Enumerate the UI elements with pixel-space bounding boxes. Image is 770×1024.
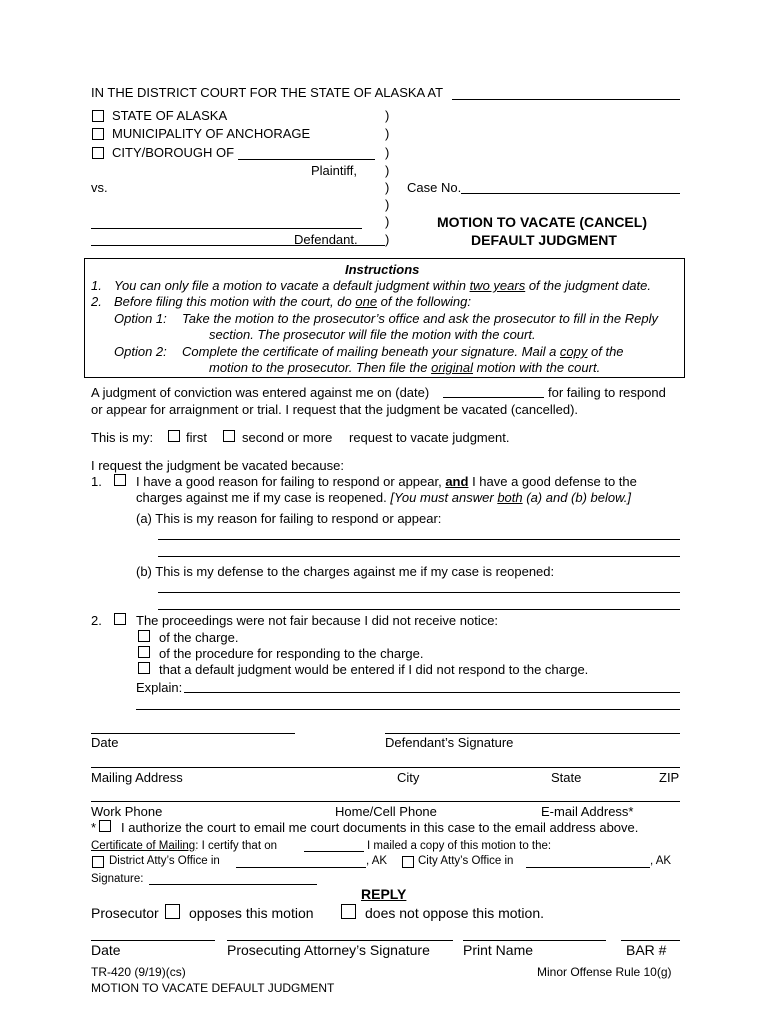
option-2-line1: Complete the certificate of mailing beneath your signature. Mail a copy of the — [182, 344, 624, 359]
paren: ) — [385, 232, 390, 247]
form-title-line2: DEFAULT JUDGMENT — [471, 232, 617, 248]
case-no-label: Case No. — [407, 180, 462, 195]
mailing-address-label: Mailing Address — [91, 770, 183, 785]
explain-field[interactable] — [184, 692, 680, 693]
print-name-label: Print Name — [463, 942, 534, 958]
option-2-line2: motion to the prosecutor. Then file the original motion with the court. — [209, 360, 601, 375]
certificate-of-mailing: Certificate of Mailing: I certify that on — [91, 840, 278, 852]
city-atty-label: City Atty’s Office in — [418, 855, 514, 867]
judgment-statement-cont: for failing to respond — [548, 385, 666, 400]
state-label: State — [551, 770, 582, 785]
notice-procedure-label: of the procedure for responding to the charge. — [159, 646, 424, 661]
state-of-alaska-label: STATE OF ALASKA — [112, 108, 228, 123]
form-title-footer: MOTION TO VACATE DEFAULT JUDGMENT — [91, 981, 335, 995]
print-name-field[interactable] — [463, 940, 606, 941]
reply-heading: REPLY — [361, 886, 407, 902]
first-request-label: first — [186, 430, 207, 445]
instructions-heading: Instructions — [345, 262, 420, 277]
defense-field[interactable] — [158, 609, 680, 610]
judgment-statement-line2: or appear for arraignment or trial. I request that the judgment be vacated (cancelled). — [91, 402, 579, 417]
city-borough-field[interactable] — [238, 159, 375, 160]
city-label: City — [397, 770, 420, 785]
city-borough-label: CITY/BOROUGH OF — [112, 145, 235, 160]
district-atty-checkbox[interactable] — [92, 856, 104, 868]
reason-2-checkbox[interactable] — [114, 613, 126, 625]
notice-charge-label: of the charge. — [159, 630, 239, 645]
judgment-statement: A judgment of conviction was entered against me on (date) — [91, 385, 430, 400]
city-atty-city-field[interactable] — [526, 867, 650, 868]
vs-label: vs. — [91, 180, 108, 195]
defendant-signature-field[interactable] — [385, 733, 680, 734]
reason-2-number: 2. — [91, 613, 102, 628]
notice-procedure-checkbox[interactable] — [138, 646, 150, 658]
paren: ) — [385, 180, 390, 195]
paren: ) — [385, 145, 390, 160]
prosecutor-signature-field[interactable] — [227, 940, 453, 941]
paren: ) — [385, 197, 390, 212]
reply-date-field[interactable] — [91, 940, 215, 941]
defendant-label: Defendant. — [294, 232, 358, 247]
state-of-alaska-checkbox[interactable] — [92, 110, 104, 122]
defendant-name-field[interactable] — [91, 228, 362, 229]
instruction-1: You can only file a motion to vacate a default judgment within two years of the judgment date. — [114, 278, 651, 293]
paren: ) — [385, 108, 390, 123]
reason-field[interactable] — [158, 539, 680, 540]
notice-default-label: that a default judgment would be entered if I did not respond to the charge. — [159, 662, 589, 677]
explain-field[interactable] — [136, 709, 680, 710]
municipality-label: MUNICIPALITY OF ANCHORAGE — [112, 126, 311, 141]
reason-1-text-line2: charges against me if my case is reopened. [You must answer both (a) and (b) below.] — [136, 490, 632, 505]
defense-field[interactable] — [158, 592, 680, 593]
ak-label: , AK — [650, 855, 672, 867]
reason-field[interactable] — [158, 556, 680, 557]
date-label: Date — [91, 735, 119, 750]
reason-1b-label: (b) This is my defense to the charges against me if my case is reopened: — [136, 564, 555, 579]
option-2-label: Option 2: — [114, 344, 167, 359]
reason-2-text: The proceedings were not fair because I did not receive notice: — [136, 613, 499, 628]
municipality-checkbox[interactable] — [92, 128, 104, 140]
home-phone-label: Home/Cell Phone — [335, 804, 437, 819]
email-authorize-checkbox[interactable] — [99, 820, 111, 832]
district-atty-city-field[interactable] — [236, 867, 366, 868]
case-no-field[interactable] — [461, 193, 680, 194]
reply-date-label: Date — [91, 942, 121, 958]
bar-number-label: BAR # — [626, 942, 667, 958]
notice-charge-checkbox[interactable] — [138, 630, 150, 642]
second-request-label: second or more — [242, 430, 333, 445]
not-oppose-checkbox[interactable] — [341, 904, 356, 919]
opposes-label: opposes this motion — [189, 905, 314, 921]
instruction-number: 1. — [91, 278, 102, 293]
reason-1-checkbox[interactable] — [114, 474, 126, 486]
not-oppose-label: does not oppose this motion. — [365, 905, 545, 921]
reason-1-text: I have a good reason for failing to respond or appear, and I have a good defense to the — [136, 474, 637, 489]
rule-reference: Minor Offense Rule 10(g) — [537, 965, 672, 979]
court-heading: IN THE DISTRICT COURT FOR THE STATE OF ALASKA AT — [91, 85, 444, 100]
option-1-line2: section. The prosecutor will file the motion with the court. — [209, 327, 536, 342]
certificate-signature-field[interactable] — [149, 884, 317, 885]
second-request-checkbox[interactable] — [223, 430, 235, 442]
explain-label: Explain: — [136, 680, 183, 695]
judgment-date-field[interactable] — [443, 397, 544, 398]
certificate-signature-label: Signature: — [91, 873, 144, 885]
notice-default-checkbox[interactable] — [138, 662, 150, 674]
instruction-number: 2. — [91, 294, 102, 309]
email-label: E-mail Address* — [541, 804, 634, 819]
instruction-2: Before filing this motion with the court, do one of the following: — [114, 294, 472, 309]
this-is-my-label: This is my: — [91, 430, 154, 445]
city-borough-checkbox[interactable] — [92, 147, 104, 159]
paren: ) — [385, 214, 390, 229]
certificate-text: I mailed a copy of this motion to the: — [367, 840, 552, 852]
prosecutor-label: Prosecutor — [91, 905, 159, 921]
first-request-checkbox[interactable] — [168, 430, 180, 442]
prosecutor-signature-label: Prosecuting Attorney’s Signature — [227, 942, 430, 958]
plaintiff-label: Plaintiff, — [311, 163, 358, 178]
reason-1-number: 1. — [91, 474, 102, 489]
form-title-line1: MOTION TO VACATE (CANCEL) — [437, 214, 647, 230]
phone-email-field[interactable] — [91, 801, 680, 802]
date-field[interactable] — [91, 733, 295, 734]
paren: ) — [385, 163, 390, 178]
form-id: TR-420 (9/19)(cs) — [91, 965, 186, 979]
paren: ) — [385, 126, 390, 141]
email-authorize-label: I authorize the court to email me court documents in this case to the email address above. — [121, 820, 639, 835]
work-phone-label: Work Phone — [91, 804, 163, 819]
zip-label: ZIP — [659, 770, 680, 785]
request-label: request to vacate judgment. — [349, 430, 510, 445]
district-atty-label: District Atty’s Office in — [109, 855, 220, 867]
reason-1a-label: (a) This is my reason for failing to respond or appear: — [136, 511, 442, 526]
option-1-line1: Take the motion to the prosecutor’s office and ask the prosecutor to fill in the Reply — [182, 311, 658, 326]
option-1-label: Option 1: — [114, 311, 167, 326]
opposes-checkbox[interactable] — [165, 904, 180, 919]
defendant-signature-label: Defendant’s Signature — [385, 735, 514, 750]
mailing-address-field[interactable] — [91, 767, 680, 768]
mailing-date-field[interactable] — [304, 851, 364, 852]
city-atty-checkbox[interactable] — [402, 856, 414, 868]
ak-label: , AK — [366, 855, 388, 867]
court-location-field[interactable] — [452, 99, 680, 100]
asterisk: * — [91, 820, 97, 835]
bar-number-field[interactable] — [621, 940, 680, 941]
reasons-heading: I request the judgment be vacated because: — [91, 458, 344, 473]
